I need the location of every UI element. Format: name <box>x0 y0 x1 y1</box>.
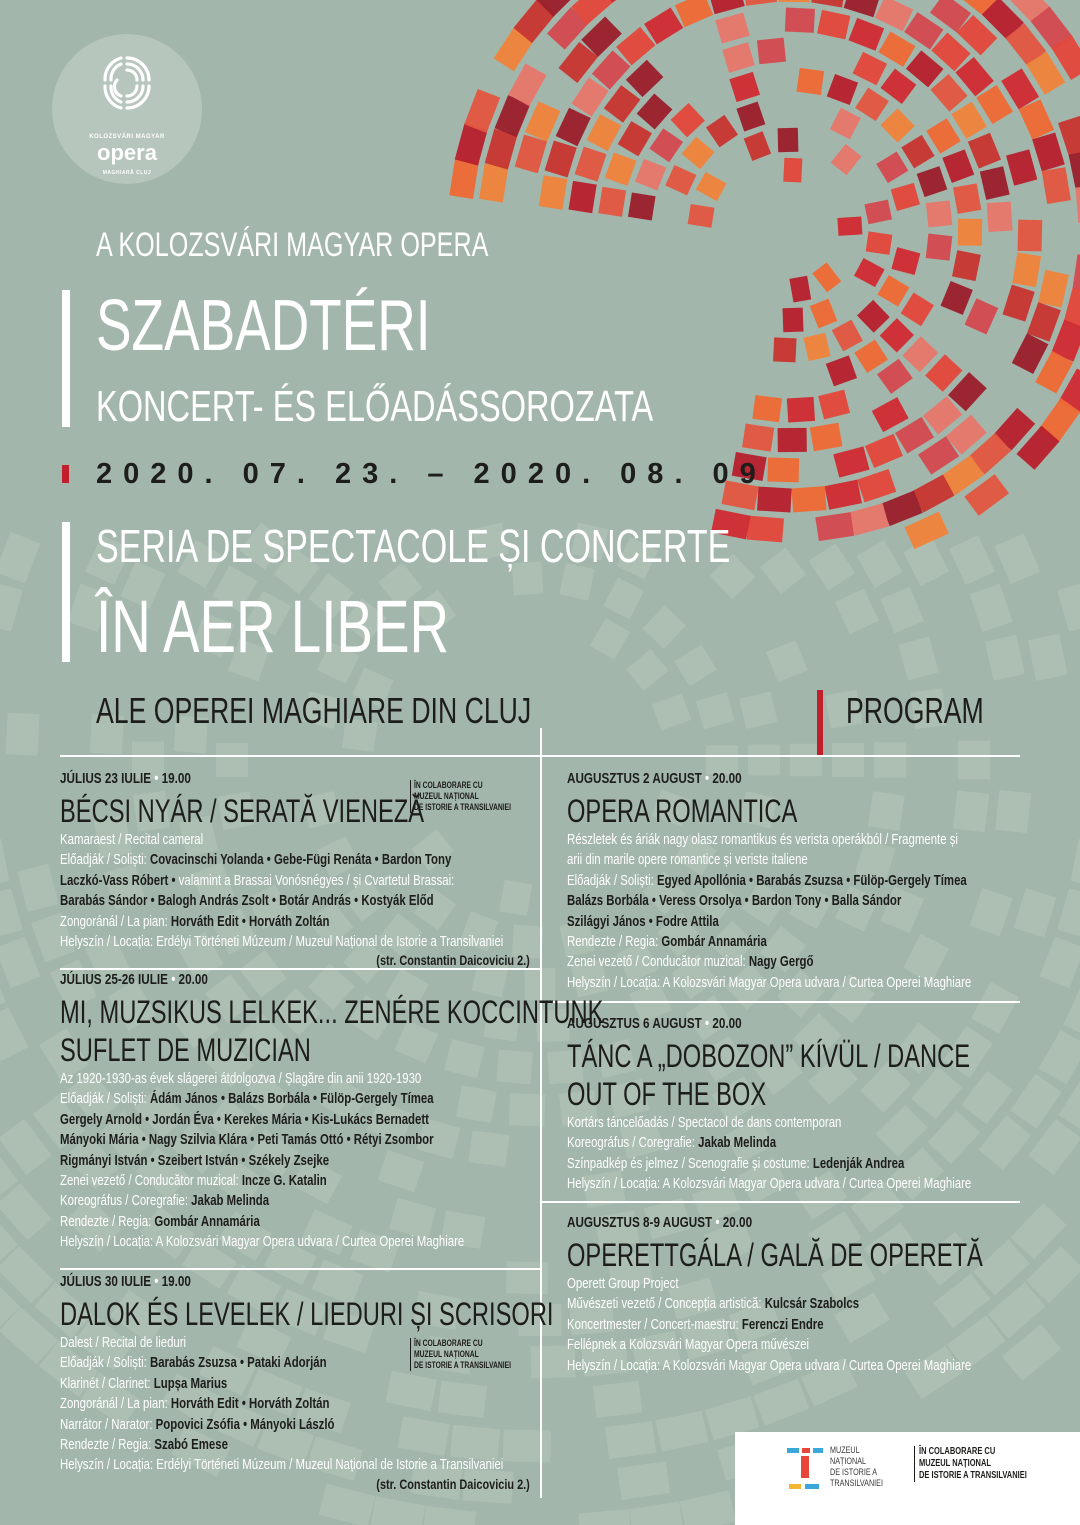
romanian-title-line1: SERIA DE SPECTACOLE ȘI CONCERTE <box>96 520 731 572</box>
museum-name: MUZEUL NAȚIONAL DE ISTORIE A TRANSILVANIEI <box>830 1445 883 1488</box>
decorative-tile <box>696 172 727 201</box>
event-card: JÚLIUS 25-26 IULIE • 20.00 MI, MUZSIKUS LELKEK... ZENÉRE KOCCINTUNK SUFLET DE MUZICIAN Az 1920-1930-as évek slágerei átdolgozva / Șlagăre din anii 1920-1930 Előadják / Soliști: Ádám János • Balázs Borbála • Fülöp-Gergely Tímea Gergely Arnold • Jordán Éva • Kerekes Mária • Kis-Lukács Bernadett Mányoki Mária • Nagy Szilvia Klára • Peti Tamás Ottó • Rétyi Zsombor Rigmányi István • Szeibert István • Székely Zsejke Zenei vezető / Conducător muzical: Incze G. Katalin Koreográfus / Coregrafie: Jakab Melinda Rendezte / Regia: Gombár Annamária Helyszín / Locația: A Kolozsvári Magyar Opera udvara / Curtea Operei Maghiare <box>60 971 604 1251</box>
decorative-tile <box>675 0 713 27</box>
decorative-tile <box>875 0 914 31</box>
decorative-tile <box>898 636 938 680</box>
decorative-tile <box>722 42 755 73</box>
decorative-tile <box>968 133 1001 169</box>
decorative-tile <box>785 8 815 33</box>
decorative-tile <box>593 1381 643 1418</box>
decorative-tile <box>792 486 827 512</box>
decorative-tile <box>17 864 58 912</box>
decorative-tile <box>696 692 735 729</box>
decorative-tile <box>901 135 934 169</box>
event-title-line2: SUFLET DE MUZICIAN <box>60 1032 311 1068</box>
decorative-tile <box>0 532 40 584</box>
decorative-tile <box>1032 132 1065 171</box>
event-card: AUGUSZTUS 8-9 AUGUST • 20.00 OPERETTGÁLA / GALĂ DE OPERETĂ Operett Group Project Művészeti vezető / Concepția artistică: Kulcsár Szabolcs Koncertmester / Concert-maestru: Ferenczi Endre Fellépnek a Kolozsvári Magyar Opera művészei Helyszín / Locația: A Kolozsvári Magyar Opera udvara / Curtea Operei Maghiare <box>567 1214 1017 1376</box>
decorative-tile <box>655 1411 708 1452</box>
decorative-tile <box>848 18 884 51</box>
event-title: TÁNC A „DOBOZON” KÍVÜL / DANCE <box>567 1038 971 1074</box>
decorative-tile <box>743 0 777 6</box>
subtitle: KONCERT- ÉS ELŐADÁSSOROZATA <box>96 382 654 431</box>
decorative-tile <box>0 839 9 887</box>
decorative-tile <box>1042 167 1071 204</box>
decorative-tile <box>880 69 916 104</box>
decorative-tile <box>464 89 500 133</box>
decorative-tile <box>789 276 811 303</box>
logo-bottom-text: MAGHIARĂ CLUJ <box>102 170 152 176</box>
decorative-tile <box>783 308 804 333</box>
decorative-tile <box>949 535 995 585</box>
decorative-tile <box>0 888 23 938</box>
event-date: AUGUSZTUS 2 AUGUST • 20.00 <box>567 770 742 787</box>
decorative-tile <box>1010 1074 1062 1129</box>
decorative-tile <box>779 0 811 2</box>
event-date: JÚLIUS 23 IULIE • 19.00 <box>60 770 191 787</box>
event-date: JÚLIUS 30 IULIE • 19.00 <box>60 1273 191 1290</box>
event-title: DALOK ÉS LEVELEK / LIEDURI ȘI SCRISORI <box>60 1296 554 1332</box>
decorative-tile <box>479 164 508 203</box>
romanian-title-line2: ÎN AER LIBER <box>96 585 450 668</box>
decorative-tile <box>880 318 914 352</box>
collaboration-note: ÎN COLABORARE CU MUZEUL NAȚIONAL DE ISTORIE A TRANSILVANIEI <box>410 1338 543 1371</box>
decorative-tile <box>857 469 896 502</box>
heading-bar <box>62 290 70 427</box>
decorative-tile <box>539 175 568 210</box>
romanian-heading-bar <box>62 522 70 662</box>
decorative-tile <box>857 300 890 333</box>
decorative-tile <box>682 137 715 170</box>
decorative-tile <box>525 101 560 141</box>
decorative-tile <box>629 1501 684 1525</box>
decorative-tile <box>643 605 686 649</box>
decorative-tile <box>0 936 40 988</box>
event-address: (str. Constantin Daicoviciu 2.) <box>376 1475 530 1492</box>
decorative-tile <box>744 131 772 161</box>
decorative-tile <box>942 149 974 183</box>
decorative-tile <box>545 141 577 178</box>
decorative-tile <box>556 108 591 146</box>
decorative-tile <box>628 192 656 220</box>
decorative-tile <box>708 0 744 14</box>
decorative-tile <box>773 337 796 362</box>
decorative-tile <box>370 1496 426 1525</box>
decorative-tile <box>0 1007 29 1061</box>
event-address: (str. Constantin Daicoviciu 2.) <box>376 952 530 969</box>
decorative-tile <box>964 298 998 334</box>
decorative-tile <box>926 118 960 153</box>
decorative-tile <box>796 68 824 95</box>
decorative-tile <box>1018 220 1043 252</box>
decorative-tile <box>637 94 673 130</box>
decorative-tile <box>729 72 760 102</box>
decorative-tile <box>951 102 987 139</box>
decorative-tile <box>994 533 1040 584</box>
decorative-tile <box>810 299 838 329</box>
decorative-tile <box>832 320 863 352</box>
decorative-tile <box>901 293 934 327</box>
decorative-tile <box>1040 936 1080 988</box>
decorative-tile <box>598 187 626 217</box>
swirl-logo-icon <box>99 52 155 122</box>
decorative-tile <box>635 159 666 191</box>
decorative-tile <box>671 103 705 137</box>
decorative-tile <box>778 128 799 152</box>
decorative-tile <box>844 0 881 17</box>
decorative-tile <box>817 10 850 40</box>
decorative-tile <box>926 200 952 227</box>
event-title: BÉCSI NYÁR / SERATĂ VIENEZĂ <box>60 793 425 829</box>
decorative-tile <box>831 144 862 175</box>
decorative-tile <box>865 434 903 468</box>
decorative-tile <box>754 1379 810 1426</box>
decorative-tile <box>422 1506 476 1525</box>
event-card: AUGUSZTUS 2 AUGUST • 20.00 OPERA ROMANTICA Részletek és áriák nagy olasz romantikus és verista operákból / Fragmente și arii din marile opere romantice și veriste italiene Előadják / Soliști: Egyed Apollónia • Barabás Zsuzsa • Fülöp-Gergely Tímea Balázs Borbála • Veress Orsolya • Bardon Tony • Balla Sándor Szilágyi János • Fodre Attila Rendezte / Regia: Gombár Annamária Zenei vezető / Conducător muzical: Nagy Gergő Helyszín / Locația: A Kolozsvári Magyar Opera udvara / Curtea Operei Maghiare <box>567 770 1017 993</box>
decorative-tile <box>877 275 909 306</box>
organizer-heading: A KOLOZSVÁRI MAGYAR OPERA <box>96 226 489 264</box>
decorative-tile <box>1069 150 1080 190</box>
decorative-tile <box>811 0 846 7</box>
decorative-tile <box>605 1421 656 1459</box>
decorative-tile <box>626 60 664 97</box>
dates-marker <box>62 465 69 483</box>
column-divider <box>540 728 542 1498</box>
event-card: JÚLIUS 23 IULIE • 19.00 BÉCSI NYÁR / SERATĂ VIENEZĂ Kamaraest / Recital cameral Előadják / Soliști: Covacinschi Yolanda • Gebe-Fügi Renáta • Bardon Tony Laczkó-Vass Róbert • valamint a Brassai Vonósnégyes / și Cvartetul Brassai: Barabás Sándor • Balogh András Zsolt • Botár András • Kostyák Előd Zongoránál / La pian: Horváth Edit • Horváth Zoltán Helyszín / Locația: Erdélyi Történeti Múzeum / Muzeul Național de Istorie a Transilvaniei (str. Constantin Daicoviciu 2.) <box>60 770 530 969</box>
decorative-tile <box>587 114 622 151</box>
event-card: AUGUSZTUS 6 AUGUST • 20.00 TÁNC A „DOBOZON” KÍVÜL / DANCE OUT OF THE BOX Kortárs táncelőadás / Spectacol de dans contemporan Koreográfus / Coregrafie: Jakab Melinda Színpadkép és jelmez / Scenografie și costume: Ledenják Andrea Helyszín / Locația: A Kolozsvári Magyar Opera udvara / Curtea Operei Maghiare <box>567 1015 1017 1195</box>
decorative-tile <box>674 644 717 686</box>
decorative-tile <box>891 247 920 275</box>
logo-top-text: KOLOZSVÁRI MAGYAR <box>89 134 165 140</box>
decorative-tile <box>941 281 973 315</box>
decorative-tile <box>952 250 981 281</box>
decorative-tile <box>605 153 637 186</box>
decorative-tile <box>835 589 879 635</box>
decorative-tile <box>1038 270 1069 308</box>
decorative-tile <box>891 183 920 211</box>
event-title-line2: OUT OF THE BOX <box>567 1076 767 1112</box>
program-heading: PROGRAM <box>846 690 984 731</box>
decorative-tile <box>872 397 909 432</box>
decorative-tile <box>803 333 830 361</box>
romanian-title-line3: ALE OPEREI MAGHIARE DIN CLUJ <box>96 690 532 731</box>
decorative-tile <box>878 31 915 66</box>
decorative-tile <box>980 166 1010 200</box>
decorative-tile <box>855 88 889 122</box>
decorative-tile <box>1012 333 1049 374</box>
decorative-tile <box>958 219 982 246</box>
footer-collaboration-note: ÎN COLABORARE CU MUZEUL NAȚIONAL DE ISTORIE A TRANSILVANIEI <box>914 1446 1063 1482</box>
event-title: MI, MUZSIKUS LELKEK... ZENÉRE KOCCINTUNK <box>60 994 604 1030</box>
decorative-tile <box>985 635 1025 681</box>
decorative-tile <box>680 1490 736 1525</box>
decorative-tile <box>1002 285 1034 322</box>
decorative-tile <box>917 166 948 197</box>
decorative-tile <box>568 181 596 213</box>
decorative-tile <box>739 692 777 729</box>
decorative-tile <box>1027 302 1061 342</box>
decorative-tile <box>833 446 869 477</box>
decorative-tile <box>812 262 841 292</box>
decorative-tile <box>866 231 893 254</box>
decorative-tile <box>578 1509 631 1525</box>
decorative-tile <box>1028 634 1068 681</box>
museum-logo-icon <box>785 1446 825 1491</box>
decorative-tile <box>1057 888 1080 938</box>
decorative-tile <box>0 1183 52 1240</box>
logo-main-text: opera <box>97 140 157 165</box>
decorative-tile <box>6 713 40 756</box>
decorative-tile <box>1006 149 1037 185</box>
decorative-tile <box>987 202 1013 232</box>
decorative-tile <box>783 158 802 183</box>
decorative-tile <box>665 165 696 195</box>
decorative-tile <box>824 480 861 510</box>
decorative-tile <box>1058 116 1080 157</box>
decorative-tile <box>880 108 914 142</box>
decorative-tile <box>617 1461 670 1500</box>
divider <box>60 1268 540 1270</box>
program-marker <box>817 690 823 755</box>
decorative-tile <box>0 582 23 632</box>
decorative-tile <box>575 147 607 182</box>
decorative-tile <box>590 618 630 660</box>
decorative-tile <box>1071 839 1080 887</box>
decorative-tile <box>827 74 858 105</box>
decorative-tile <box>953 183 981 214</box>
opera-logo <box>52 34 202 184</box>
decorative-tile <box>1063 984 1080 1038</box>
decorative-tile <box>877 359 913 394</box>
decorative-tile <box>837 216 862 235</box>
event-card: JÚLIUS 30 IULIE • 19.00 DALOK ÉS LEVELEK / LIEDURI ȘI SCRISORI Dalest / Recital de lieduri Előadják / Soliști: Barabás Zsuzsa • Pataki Adorján Klarinét / Clarinet: Lupșa Marius Zongoránál / La pian: Horváth Edit • Horváth Zoltán Narrátor / Narator: Popovici Zsófia • Mányoki László Rendezte / Regia: Szabó Emese Helyszín / Locația: Erdélyi Történeti Múzeum / Muzeul Național de Istorie a Transilvaniei (str. Constantin Daicoviciu 2.) <box>60 1273 554 1492</box>
event-date: AUGUSZTUS 6 AUGUST • 20.00 <box>567 1015 742 1032</box>
event-title: OPERA ROMANTICA <box>567 793 798 829</box>
decorative-tile <box>706 115 738 147</box>
decorative-tile <box>1039 1030 1080 1084</box>
decorative-tile <box>515 135 547 174</box>
decorative-tile <box>618 121 652 156</box>
decorative-tile <box>766 640 808 682</box>
decorative-tile <box>854 258 885 287</box>
event-title: OPERETTGÁLA / GALĂ DE OPERETĂ <box>567 1237 983 1273</box>
decorative-tile <box>852 52 887 85</box>
decorative-tile <box>970 584 1013 632</box>
decorative-tile <box>1072 254 1080 293</box>
decorative-tile <box>715 12 749 43</box>
divider <box>60 755 1020 757</box>
decorative-tile <box>926 234 953 261</box>
decorative-tile <box>1075 185 1080 223</box>
decorative-tile <box>736 102 765 132</box>
decorative-tile <box>688 204 715 228</box>
decorative-tile <box>767 457 799 482</box>
event-date: AUGUSZTUS 8-9 AUGUST • 20.00 <box>567 1214 753 1231</box>
divider <box>540 1201 1020 1203</box>
decorative-tile <box>902 336 938 372</box>
collaboration-note: ÎN COLABORARE CU MUZEUL NAȚIONAL DE ISTORIE A TRANSILVANIEI <box>410 780 543 813</box>
decorative-tile <box>626 649 669 691</box>
decorative-tile <box>830 108 861 140</box>
main-title: SZABADTÉRI <box>96 286 431 366</box>
decorative-tile <box>757 38 786 65</box>
decorative-tile <box>876 151 908 183</box>
decorative-tile <box>649 128 683 162</box>
decorative-tile <box>604 85 641 123</box>
decorative-tile <box>603 577 644 619</box>
event-date: JÚLIUS 25-26 IULIE • 20.00 <box>60 971 208 988</box>
decorative-tile <box>1014 888 1057 937</box>
divider <box>540 1001 1020 1003</box>
decorative-tile <box>1012 252 1041 287</box>
decorative-tile <box>880 587 924 633</box>
decorative-tile <box>854 339 888 372</box>
decorative-tile <box>1057 582 1080 632</box>
decorative-tile <box>864 200 892 225</box>
date-range: 2020. 07. 23. – 2020. 08. 09 <box>96 458 767 490</box>
